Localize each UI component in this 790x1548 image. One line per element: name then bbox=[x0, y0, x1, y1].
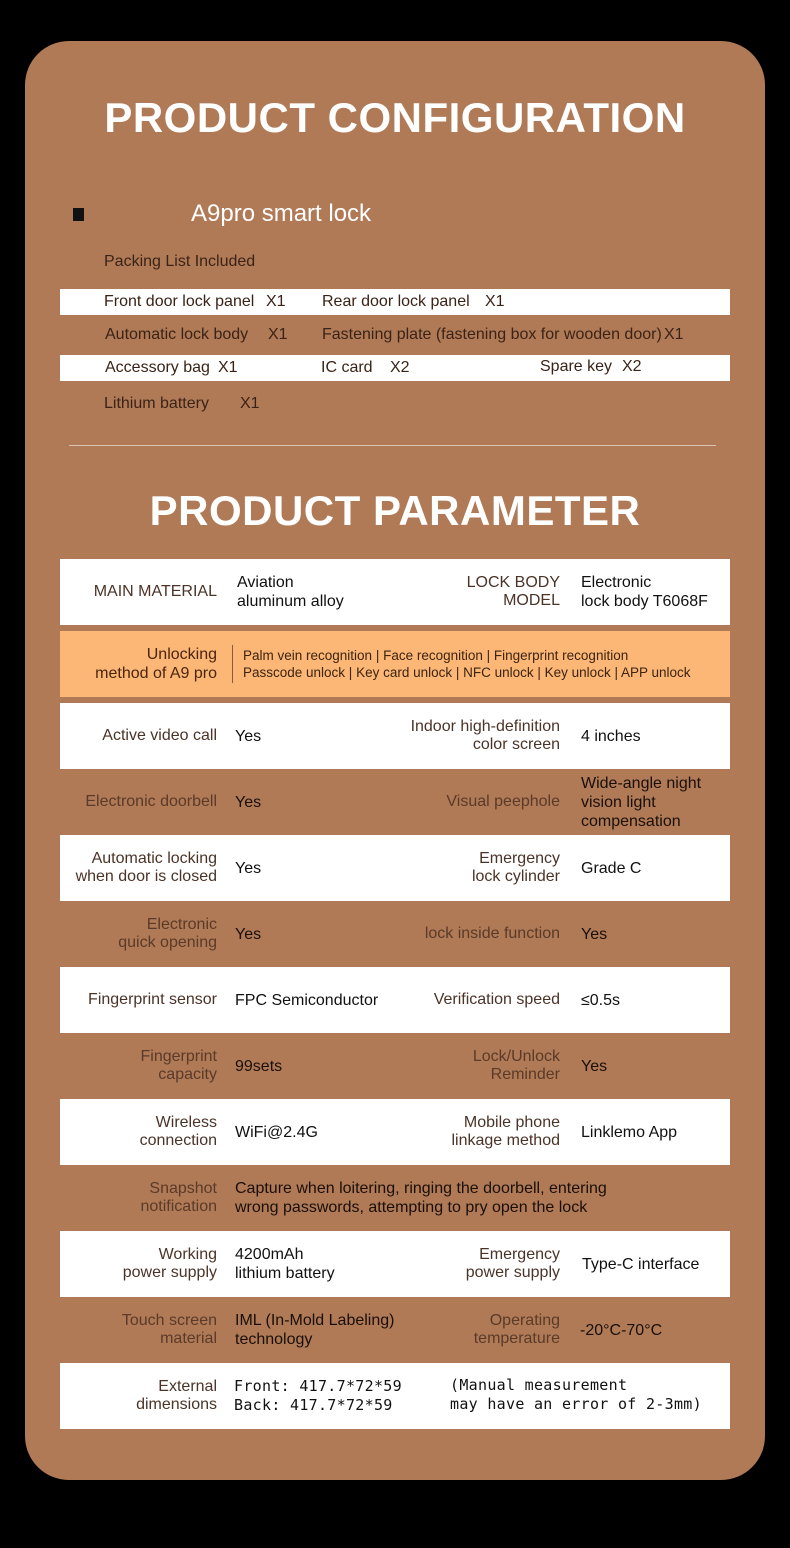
param-label: Automatic locking when door is closed bbox=[75, 850, 217, 885]
param-row bbox=[60, 1099, 730, 1165]
param-label: Fingerprint sensor bbox=[88, 991, 217, 1008]
param-label: Unlocking method of A9 pro bbox=[95, 646, 217, 682]
param-value: Linklemo App bbox=[581, 1123, 678, 1141]
param-value: -20°C-70°C bbox=[580, 1321, 663, 1339]
param-label: Emergency power supply bbox=[465, 1246, 560, 1281]
param-value: Yes bbox=[581, 925, 608, 943]
param-label: Active video call bbox=[102, 727, 217, 744]
param-value: Yes bbox=[235, 859, 262, 877]
config-title: PRODUCT CONFIGURATION bbox=[104, 94, 686, 141]
item-qty: X1 bbox=[240, 395, 260, 412]
item-qty: X2 bbox=[390, 359, 410, 376]
param-value: Yes bbox=[235, 793, 262, 811]
param-value: WiFi@2.4G bbox=[235, 1123, 318, 1141]
param-value: ≤0.5s bbox=[581, 991, 621, 1009]
item-qty: X2 bbox=[622, 358, 642, 375]
param-value: FPC Semiconductor bbox=[235, 991, 379, 1009]
param-label: Wireless connection bbox=[139, 1114, 217, 1149]
param-value: Grade C bbox=[581, 859, 642, 877]
param-value: 99sets bbox=[235, 1057, 283, 1075]
param-value: IML (In-Mold Labeling) technology bbox=[235, 1312, 395, 1348]
param-value: 4 inches bbox=[581, 727, 641, 745]
param-row bbox=[60, 769, 730, 835]
param-row bbox=[60, 703, 730, 769]
param-label: Emergency lock cylinder bbox=[471, 850, 560, 885]
param-row-power bbox=[60, 1231, 730, 1297]
param-value: Electronic lock body T6068F bbox=[581, 574, 708, 610]
param-row-dimensions bbox=[60, 1363, 730, 1429]
param-label: lock inside function bbox=[424, 925, 560, 942]
param-value: 4200mAh lithium battery bbox=[235, 1246, 335, 1282]
section-divider bbox=[69, 445, 716, 446]
product-name: A9pro smart lock bbox=[191, 200, 372, 227]
item-name: Accessory bag bbox=[105, 359, 210, 376]
item-qty: X1 bbox=[266, 293, 286, 310]
param-value: Yes bbox=[235, 727, 262, 745]
item-name: Spare key bbox=[540, 358, 613, 375]
param-label: Electronic quick opening bbox=[118, 916, 217, 951]
param-value: Wide-angle night vision light compensation bbox=[581, 774, 702, 830]
param-label: Snapshot notification bbox=[140, 1180, 217, 1215]
param-label: Fingerprint capacity bbox=[140, 1048, 217, 1083]
item-qty: X1 bbox=[664, 326, 684, 343]
param-label: LOCK BODY MODEL bbox=[466, 574, 560, 609]
param-value: Capture when loitering, ringing the doorbell, entering wrong passwords, attempting to pry open the lock bbox=[235, 1180, 607, 1216]
param-value: Yes bbox=[235, 925, 262, 943]
param-label: Operating temperature bbox=[473, 1312, 560, 1347]
item-name: Front door lock panel bbox=[104, 293, 255, 310]
param-value: Palm vein recognition | Face recognition | Fingerprint recognition Passcode unlock | Key card unlock | NFC unlock | Key unlock | APP unlock bbox=[243, 648, 691, 680]
item-qty: X1 bbox=[268, 326, 288, 343]
packing-list-label: Packing List Included bbox=[104, 253, 256, 270]
param-value: Yes bbox=[581, 1057, 608, 1075]
param-value: Aviation aluminum alloy bbox=[237, 574, 344, 610]
param-label: Electronic doorbell bbox=[85, 793, 217, 810]
param-label: Indoor high-definition color screen bbox=[410, 718, 560, 753]
param-row bbox=[60, 1033, 730, 1099]
param-title: PRODUCT PARAMETER bbox=[149, 487, 641, 534]
param-label: Lock/Unlock Reminder bbox=[472, 1048, 560, 1083]
item-qty: X1 bbox=[485, 293, 505, 310]
param-label: Visual peephole bbox=[446, 793, 560, 810]
param-note: (Manual measurement may have an error of 2-3mm) bbox=[450, 1376, 702, 1413]
param-label: Working power supply bbox=[122, 1246, 217, 1281]
item-qty: X1 bbox=[218, 359, 238, 376]
param-row-material bbox=[60, 559, 730, 625]
param-row bbox=[60, 835, 730, 901]
param-row bbox=[60, 901, 730, 967]
item-name: Automatic lock body bbox=[105, 326, 249, 343]
param-row-touch bbox=[60, 1297, 730, 1363]
param-row-unlocking bbox=[60, 631, 730, 697]
param-label: Mobile phone linkage method bbox=[451, 1114, 560, 1149]
item-name: Rear door lock panel bbox=[322, 293, 470, 310]
item-name: IC card bbox=[321, 359, 373, 376]
bullet-icon bbox=[73, 208, 84, 221]
param-label: MAIN MATERIAL bbox=[93, 583, 217, 600]
param-row-snapshot bbox=[60, 1165, 730, 1231]
param-value: Front: 417.7*72*59 Back: 417.7*72*59 bbox=[234, 1377, 402, 1414]
item-name: Fastening plate (fastening box for wooden door) bbox=[322, 326, 662, 343]
param-label: Touch screen material bbox=[121, 1312, 217, 1347]
param-label: Verification speed bbox=[433, 991, 560, 1008]
param-value: Type-C interface bbox=[582, 1255, 700, 1273]
item-name: Lithium battery bbox=[104, 395, 209, 412]
param-label: External dimensions bbox=[136, 1378, 217, 1413]
unlock-divider bbox=[232, 645, 233, 683]
param-row bbox=[60, 967, 730, 1033]
